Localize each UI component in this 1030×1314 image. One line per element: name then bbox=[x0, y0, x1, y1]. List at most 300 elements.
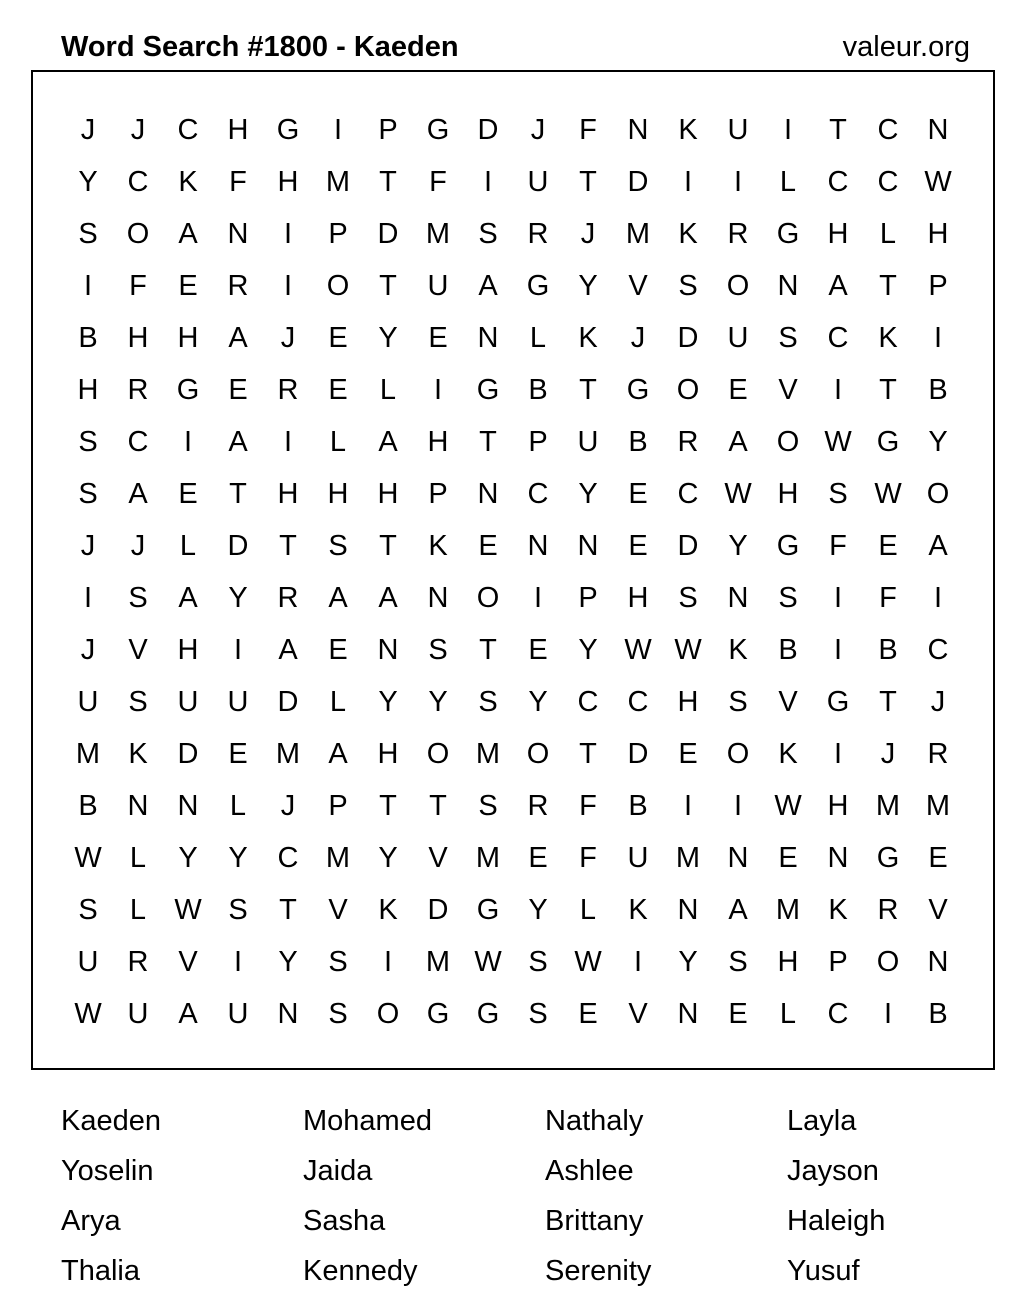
grid-cell[interactable]: L bbox=[779, 165, 797, 198]
grid-cell[interactable]: G bbox=[426, 997, 450, 1030]
grid-cell[interactable]: I bbox=[183, 425, 193, 458]
grid-cell[interactable]: A bbox=[178, 581, 198, 614]
grid-cell[interactable]: N bbox=[527, 529, 549, 562]
grid-cell[interactable]: C bbox=[877, 165, 899, 198]
grid-cell[interactable]: I bbox=[733, 789, 743, 822]
grid-cell[interactable]: I bbox=[483, 165, 493, 198]
grid-cell[interactable]: N bbox=[777, 269, 799, 302]
grid-cell[interactable]: I bbox=[433, 373, 443, 406]
grid-cell[interactable]: K bbox=[578, 321, 598, 354]
grid-cell[interactable]: M bbox=[925, 789, 951, 822]
grid-cell[interactable]: S bbox=[228, 893, 248, 926]
grid-cell[interactable]: A bbox=[378, 425, 398, 458]
grid-cell[interactable]: V bbox=[178, 945, 198, 978]
grid-cell[interactable]: T bbox=[479, 425, 497, 458]
grid-cell[interactable]: Y bbox=[78, 165, 98, 198]
grid-cell[interactable]: H bbox=[127, 321, 149, 354]
grid-cell[interactable]: J bbox=[80, 113, 96, 146]
grid-cell[interactable]: G bbox=[526, 269, 550, 302]
grid-cell[interactable]: T bbox=[579, 737, 597, 770]
grid-cell[interactable]: J bbox=[280, 789, 296, 822]
grid-cell[interactable]: N bbox=[477, 477, 499, 510]
grid-cell[interactable]: A bbox=[478, 269, 498, 302]
grid-cell[interactable]: B bbox=[628, 789, 648, 822]
grid-cell[interactable]: A bbox=[228, 321, 248, 354]
grid-cell[interactable]: R bbox=[927, 737, 949, 770]
grid-cell[interactable]: S bbox=[678, 581, 698, 614]
grid-cell[interactable]: I bbox=[683, 165, 693, 198]
grid-cell[interactable]: H bbox=[327, 477, 349, 510]
grid-cell[interactable]: D bbox=[627, 737, 649, 770]
grid-cell[interactable]: L bbox=[779, 997, 797, 1030]
grid-cell[interactable]: H bbox=[377, 477, 399, 510]
grid-cell[interactable]: A bbox=[928, 529, 948, 562]
grid-cell[interactable]: D bbox=[427, 893, 449, 926]
grid-cell[interactable]: T bbox=[379, 269, 397, 302]
grid-cell[interactable]: J bbox=[930, 685, 946, 718]
grid-cell[interactable]: I bbox=[283, 269, 293, 302]
grid-cell[interactable]: K bbox=[378, 893, 398, 926]
grid-cell[interactable]: I bbox=[733, 165, 743, 198]
grid-cell[interactable]: M bbox=[325, 841, 351, 874]
grid-cell[interactable]: C bbox=[927, 633, 949, 666]
grid-cell[interactable]: J bbox=[80, 529, 96, 562]
grid-cell[interactable]: T bbox=[579, 373, 597, 406]
grid-cell[interactable]: O bbox=[426, 737, 450, 770]
grid-cell[interactable]: E bbox=[578, 997, 598, 1030]
grid-cell[interactable]: U bbox=[527, 165, 549, 198]
grid-cell[interactable]: H bbox=[277, 477, 299, 510]
grid-cell[interactable]: F bbox=[129, 269, 147, 302]
grid-cell[interactable]: S bbox=[528, 945, 548, 978]
grid-cell[interactable]: D bbox=[627, 165, 649, 198]
grid-cell[interactable]: P bbox=[378, 113, 398, 146]
grid-cell[interactable]: N bbox=[377, 633, 399, 666]
grid-cell[interactable]: W bbox=[824, 425, 852, 458]
grid-cell[interactable]: G bbox=[876, 425, 900, 458]
grid-cell[interactable]: C bbox=[577, 685, 599, 718]
grid-cell[interactable]: N bbox=[727, 581, 749, 614]
grid-cell[interactable]: D bbox=[377, 217, 399, 250]
grid-cell[interactable]: U bbox=[177, 685, 199, 718]
grid-cell[interactable]: P bbox=[928, 269, 948, 302]
grid-cell[interactable]: N bbox=[127, 789, 149, 822]
grid-cell[interactable]: E bbox=[528, 841, 548, 874]
grid-cell[interactable]: I bbox=[83, 269, 93, 302]
grid-cell[interactable]: W bbox=[74, 997, 102, 1030]
grid-cell[interactable]: A bbox=[278, 633, 298, 666]
grid-cell[interactable]: L bbox=[879, 217, 897, 250]
grid-cell[interactable]: Y bbox=[578, 633, 598, 666]
grid-cell[interactable]: U bbox=[227, 997, 249, 1030]
grid-cell[interactable]: Y bbox=[428, 685, 448, 718]
grid-cell[interactable]: O bbox=[726, 269, 750, 302]
grid-cell[interactable]: H bbox=[427, 425, 449, 458]
grid-cell[interactable]: N bbox=[227, 217, 249, 250]
grid-cell[interactable]: P bbox=[328, 789, 348, 822]
grid-cell[interactable]: I bbox=[833, 373, 843, 406]
grid-cell[interactable]: C bbox=[127, 425, 149, 458]
grid-cell[interactable]: I bbox=[683, 789, 693, 822]
grid-cell[interactable]: B bbox=[528, 373, 548, 406]
grid-cell[interactable]: U bbox=[727, 113, 749, 146]
grid-cell[interactable]: D bbox=[677, 321, 699, 354]
grid-cell[interactable]: O bbox=[326, 269, 350, 302]
grid-cell[interactable]: K bbox=[728, 633, 748, 666]
grid-cell[interactable]: W bbox=[924, 165, 952, 198]
grid-cell[interactable]: V bbox=[778, 373, 798, 406]
grid-cell[interactable]: P bbox=[578, 581, 598, 614]
grid-cell[interactable]: U bbox=[727, 321, 749, 354]
grid-cell[interactable]: L bbox=[379, 373, 397, 406]
grid-cell[interactable]: S bbox=[778, 581, 798, 614]
grid-cell[interactable]: U bbox=[77, 685, 99, 718]
grid-cell[interactable]: U bbox=[577, 425, 599, 458]
grid-cell[interactable]: E bbox=[878, 529, 898, 562]
grid-cell[interactable]: R bbox=[877, 893, 899, 926]
grid-cell[interactable]: Y bbox=[928, 425, 948, 458]
grid-cell[interactable]: H bbox=[277, 165, 299, 198]
grid-cell[interactable]: E bbox=[628, 477, 648, 510]
grid-cell[interactable]: G bbox=[776, 217, 800, 250]
grid-cell[interactable]: Y bbox=[228, 841, 248, 874]
grid-cell[interactable]: B bbox=[628, 425, 648, 458]
grid-cell[interactable]: C bbox=[627, 685, 649, 718]
grid-cell[interactable]: M bbox=[75, 737, 101, 770]
grid-cell[interactable]: W bbox=[624, 633, 652, 666]
grid-cell[interactable]: C bbox=[277, 841, 299, 874]
grid-cell[interactable]: I bbox=[783, 113, 793, 146]
grid-cell[interactable]: S bbox=[78, 477, 98, 510]
grid-cell[interactable]: I bbox=[533, 581, 543, 614]
grid-cell[interactable]: E bbox=[528, 633, 548, 666]
grid-cell[interactable]: Y bbox=[578, 269, 598, 302]
grid-cell[interactable]: C bbox=[677, 477, 699, 510]
grid-cell[interactable]: K bbox=[678, 113, 698, 146]
grid-cell[interactable]: S bbox=[728, 685, 748, 718]
grid-cell[interactable]: O bbox=[926, 477, 950, 510]
grid-cell[interactable]: T bbox=[429, 789, 447, 822]
grid-cell[interactable]: T bbox=[829, 113, 847, 146]
grid-cell[interactable]: S bbox=[828, 477, 848, 510]
grid-cell[interactable]: J bbox=[530, 113, 546, 146]
grid-cell[interactable]: A bbox=[228, 425, 248, 458]
grid-cell[interactable]: I bbox=[233, 945, 243, 978]
grid-cell[interactable]: E bbox=[178, 477, 198, 510]
grid-cell[interactable]: C bbox=[827, 321, 849, 354]
grid-cell[interactable]: M bbox=[475, 737, 501, 770]
grid-cell[interactable]: S bbox=[328, 997, 348, 1030]
grid-cell[interactable]: J bbox=[580, 217, 596, 250]
grid-cell[interactable]: O bbox=[526, 737, 550, 770]
grid-cell[interactable]: Y bbox=[528, 685, 548, 718]
grid-cell[interactable]: R bbox=[277, 373, 299, 406]
grid-cell[interactable]: U bbox=[427, 269, 449, 302]
grid-cell[interactable]: N bbox=[827, 841, 849, 874]
grid-cell[interactable]: H bbox=[377, 737, 399, 770]
grid-cell[interactable]: N bbox=[627, 113, 649, 146]
grid-cell[interactable]: E bbox=[178, 269, 198, 302]
grid-cell[interactable]: J bbox=[630, 321, 646, 354]
grid-cell[interactable]: B bbox=[78, 789, 98, 822]
grid-cell[interactable]: E bbox=[478, 529, 498, 562]
grid-cell[interactable]: K bbox=[628, 893, 648, 926]
grid-cell[interactable]: C bbox=[827, 997, 849, 1030]
grid-cell[interactable]: H bbox=[177, 633, 199, 666]
grid-cell[interactable]: I bbox=[833, 633, 843, 666]
grid-cell[interactable]: M bbox=[875, 789, 901, 822]
grid-cell[interactable]: R bbox=[527, 789, 549, 822]
grid-cell[interactable]: I bbox=[933, 581, 943, 614]
grid-cell[interactable]: H bbox=[627, 581, 649, 614]
grid-cell[interactable]: A bbox=[728, 893, 748, 926]
grid-cell[interactable]: S bbox=[478, 217, 498, 250]
grid-cell[interactable]: A bbox=[728, 425, 748, 458]
grid-cell[interactable]: V bbox=[628, 269, 648, 302]
grid-cell[interactable]: Y bbox=[378, 841, 398, 874]
grid-cell[interactable]: O bbox=[126, 217, 150, 250]
grid-cell[interactable]: Y bbox=[378, 321, 398, 354]
grid-cell[interactable]: G bbox=[176, 373, 200, 406]
grid-cell[interactable]: C bbox=[177, 113, 199, 146]
grid-cell[interactable]: L bbox=[229, 789, 247, 822]
grid-cell[interactable]: A bbox=[378, 581, 398, 614]
grid-cell[interactable]: W bbox=[874, 477, 902, 510]
grid-cell[interactable]: E bbox=[428, 321, 448, 354]
grid-cell[interactable]: N bbox=[477, 321, 499, 354]
grid-cell[interactable]: Y bbox=[378, 685, 398, 718]
grid-cell[interactable]: D bbox=[227, 529, 249, 562]
grid-cell[interactable]: H bbox=[677, 685, 699, 718]
grid-cell[interactable]: G bbox=[276, 113, 300, 146]
grid-cell[interactable]: C bbox=[827, 165, 849, 198]
grid-cell[interactable]: O bbox=[776, 425, 800, 458]
grid-cell[interactable]: D bbox=[177, 737, 199, 770]
grid-cell[interactable]: L bbox=[529, 321, 547, 354]
grid-cell[interactable]: G bbox=[776, 529, 800, 562]
grid-cell[interactable]: K bbox=[428, 529, 448, 562]
grid-cell[interactable]: S bbox=[128, 581, 148, 614]
grid-cell[interactable]: V bbox=[628, 997, 648, 1030]
grid-cell[interactable]: W bbox=[474, 945, 502, 978]
grid-cell[interactable]: I bbox=[833, 737, 843, 770]
grid-cell[interactable]: M bbox=[425, 217, 451, 250]
grid-cell[interactable]: I bbox=[83, 581, 93, 614]
grid-cell[interactable]: Y bbox=[178, 841, 198, 874]
grid-cell[interactable]: Y bbox=[678, 945, 698, 978]
grid-cell[interactable]: Y bbox=[728, 529, 748, 562]
grid-cell[interactable]: S bbox=[128, 685, 148, 718]
grid-cell[interactable]: E bbox=[778, 841, 798, 874]
grid-cell[interactable]: T bbox=[479, 633, 497, 666]
grid-cell[interactable]: E bbox=[678, 737, 698, 770]
grid-cell[interactable]: J bbox=[80, 633, 96, 666]
grid-cell[interactable]: T bbox=[879, 373, 897, 406]
grid-cell[interactable]: E bbox=[928, 841, 948, 874]
grid-cell[interactable]: H bbox=[177, 321, 199, 354]
grid-cell[interactable]: R bbox=[277, 581, 299, 614]
grid-cell[interactable]: S bbox=[528, 997, 548, 1030]
grid-cell[interactable]: N bbox=[927, 945, 949, 978]
grid-cell[interactable]: L bbox=[129, 841, 147, 874]
grid-cell[interactable]: T bbox=[379, 529, 397, 562]
grid-cell[interactable]: M bbox=[775, 893, 801, 926]
grid-cell[interactable]: N bbox=[677, 997, 699, 1030]
grid-cell[interactable]: T bbox=[379, 165, 397, 198]
grid-cell[interactable]: A bbox=[828, 269, 848, 302]
grid-cell[interactable]: E bbox=[328, 373, 348, 406]
grid-cell[interactable]: R bbox=[677, 425, 699, 458]
grid-cell[interactable]: K bbox=[778, 737, 798, 770]
grid-cell[interactable]: G bbox=[476, 997, 500, 1030]
grid-cell[interactable]: T bbox=[279, 893, 297, 926]
grid-cell[interactable]: M bbox=[475, 841, 501, 874]
grid-cell[interactable]: R bbox=[227, 269, 249, 302]
grid-cell[interactable]: F bbox=[879, 581, 897, 614]
grid-cell[interactable]: F bbox=[229, 165, 247, 198]
grid-cell[interactable]: W bbox=[674, 633, 702, 666]
grid-cell[interactable]: H bbox=[777, 945, 799, 978]
grid-cell[interactable]: P bbox=[428, 477, 448, 510]
grid-cell[interactable]: L bbox=[579, 893, 597, 926]
grid-cell[interactable]: B bbox=[878, 633, 898, 666]
grid-cell[interactable]: K bbox=[678, 217, 698, 250]
grid-cell[interactable]: P bbox=[828, 945, 848, 978]
grid-cell[interactable]: J bbox=[280, 321, 296, 354]
grid-cell[interactable]: S bbox=[478, 685, 498, 718]
grid-cell[interactable]: H bbox=[827, 217, 849, 250]
grid-cell[interactable]: F bbox=[429, 165, 447, 198]
grid-cell[interactable]: N bbox=[427, 581, 449, 614]
grid-cell[interactable]: R bbox=[527, 217, 549, 250]
grid-cell[interactable]: H bbox=[77, 373, 99, 406]
grid-cell[interactable]: T bbox=[279, 529, 297, 562]
grid-cell[interactable]: I bbox=[383, 945, 393, 978]
grid-cell[interactable]: U bbox=[77, 945, 99, 978]
grid-cell[interactable]: N bbox=[727, 841, 749, 874]
grid-cell[interactable]: S bbox=[78, 893, 98, 926]
grid-cell[interactable]: G bbox=[426, 113, 450, 146]
grid-cell[interactable]: K bbox=[828, 893, 848, 926]
grid-cell[interactable]: O bbox=[876, 945, 900, 978]
grid-cell[interactable]: I bbox=[883, 997, 893, 1030]
grid-cell[interactable]: B bbox=[78, 321, 98, 354]
grid-cell[interactable]: N bbox=[577, 529, 599, 562]
grid-cell[interactable]: D bbox=[277, 685, 299, 718]
grid-cell[interactable]: S bbox=[728, 945, 748, 978]
grid-cell[interactable]: V bbox=[328, 893, 348, 926]
grid-cell[interactable]: O bbox=[726, 737, 750, 770]
grid-cell[interactable]: K bbox=[878, 321, 898, 354]
grid-cell[interactable]: S bbox=[428, 633, 448, 666]
grid-cell[interactable]: M bbox=[325, 165, 351, 198]
grid-cell[interactable]: T bbox=[379, 789, 397, 822]
grid-cell[interactable]: W bbox=[74, 841, 102, 874]
grid-cell[interactable]: Y bbox=[278, 945, 298, 978]
grid-cell[interactable]: G bbox=[826, 685, 850, 718]
grid-cell[interactable]: N bbox=[677, 893, 699, 926]
grid-cell[interactable]: N bbox=[927, 113, 949, 146]
grid-cell[interactable]: D bbox=[677, 529, 699, 562]
grid-cell[interactable]: W bbox=[574, 945, 602, 978]
grid-cell[interactable]: S bbox=[778, 321, 798, 354]
grid-cell[interactable]: D bbox=[477, 113, 499, 146]
grid-cell[interactable]: O bbox=[476, 581, 500, 614]
grid-cell[interactable]: U bbox=[127, 997, 149, 1030]
grid-cell[interactable]: A bbox=[178, 997, 198, 1030]
grid-cell[interactable]: N bbox=[177, 789, 199, 822]
grid-cell[interactable]: I bbox=[283, 217, 293, 250]
grid-cell[interactable]: S bbox=[78, 217, 98, 250]
grid-cell[interactable]: P bbox=[328, 217, 348, 250]
grid-cell[interactable]: T bbox=[229, 477, 247, 510]
grid-cell[interactable]: M bbox=[625, 217, 651, 250]
grid-cell[interactable]: P bbox=[528, 425, 548, 458]
grid-cell[interactable]: V bbox=[128, 633, 148, 666]
grid-cell[interactable]: O bbox=[676, 373, 700, 406]
grid-cell[interactable]: C bbox=[877, 113, 899, 146]
grid-cell[interactable]: H bbox=[227, 113, 249, 146]
grid-cell[interactable]: G bbox=[476, 893, 500, 926]
grid-cell[interactable]: J bbox=[130, 529, 146, 562]
grid-cell[interactable]: H bbox=[777, 477, 799, 510]
grid-cell[interactable]: M bbox=[275, 737, 301, 770]
grid-cell[interactable]: R bbox=[727, 217, 749, 250]
grid-cell[interactable]: C bbox=[127, 165, 149, 198]
grid-cell[interactable]: S bbox=[78, 425, 98, 458]
grid-cell[interactable]: I bbox=[283, 425, 293, 458]
grid-cell[interactable]: W bbox=[724, 477, 752, 510]
grid-cell[interactable]: M bbox=[425, 945, 451, 978]
grid-cell[interactable]: A bbox=[128, 477, 148, 510]
letter-grid[interactable] bbox=[63, 104, 963, 1040]
grid-cell[interactable]: O bbox=[376, 997, 400, 1030]
grid-cell[interactable]: K bbox=[178, 165, 198, 198]
grid-cell[interactable]: E bbox=[328, 633, 348, 666]
grid-cell[interactable]: S bbox=[678, 269, 698, 302]
grid-cell[interactable]: U bbox=[227, 685, 249, 718]
grid-cell[interactable]: G bbox=[876, 841, 900, 874]
grid-cell[interactable]: U bbox=[627, 841, 649, 874]
grid-cell[interactable]: L bbox=[129, 893, 147, 926]
grid-cell[interactable]: N bbox=[277, 997, 299, 1030]
grid-cell[interactable]: A bbox=[178, 217, 198, 250]
grid-cell[interactable]: V bbox=[428, 841, 448, 874]
grid-cell[interactable]: T bbox=[579, 165, 597, 198]
grid-cell[interactable]: G bbox=[626, 373, 650, 406]
grid-cell[interactable]: S bbox=[328, 945, 348, 978]
grid-cell[interactable]: B bbox=[928, 373, 948, 406]
grid-cell[interactable]: G bbox=[476, 373, 500, 406]
grid-cell[interactable]: R bbox=[127, 373, 149, 406]
grid-cell[interactable]: R bbox=[127, 945, 149, 978]
grid-cell[interactable]: E bbox=[328, 321, 348, 354]
grid-cell[interactable]: E bbox=[228, 373, 248, 406]
grid-cell[interactable]: I bbox=[833, 581, 843, 614]
grid-cell[interactable]: Y bbox=[228, 581, 248, 614]
grid-cell[interactable]: J bbox=[880, 737, 896, 770]
grid-cell[interactable]: E bbox=[728, 373, 748, 406]
grid-cell[interactable]: F bbox=[579, 113, 597, 146]
grid-cell[interactable]: F bbox=[829, 529, 847, 562]
grid-cell[interactable]: B bbox=[928, 997, 948, 1030]
grid-cell[interactable]: V bbox=[778, 685, 798, 718]
grid-cell[interactable]: J bbox=[130, 113, 146, 146]
grid-cell[interactable]: H bbox=[827, 789, 849, 822]
grid-cell[interactable]: I bbox=[333, 113, 343, 146]
grid-cell[interactable]: S bbox=[478, 789, 498, 822]
grid-cell[interactable]: E bbox=[628, 529, 648, 562]
